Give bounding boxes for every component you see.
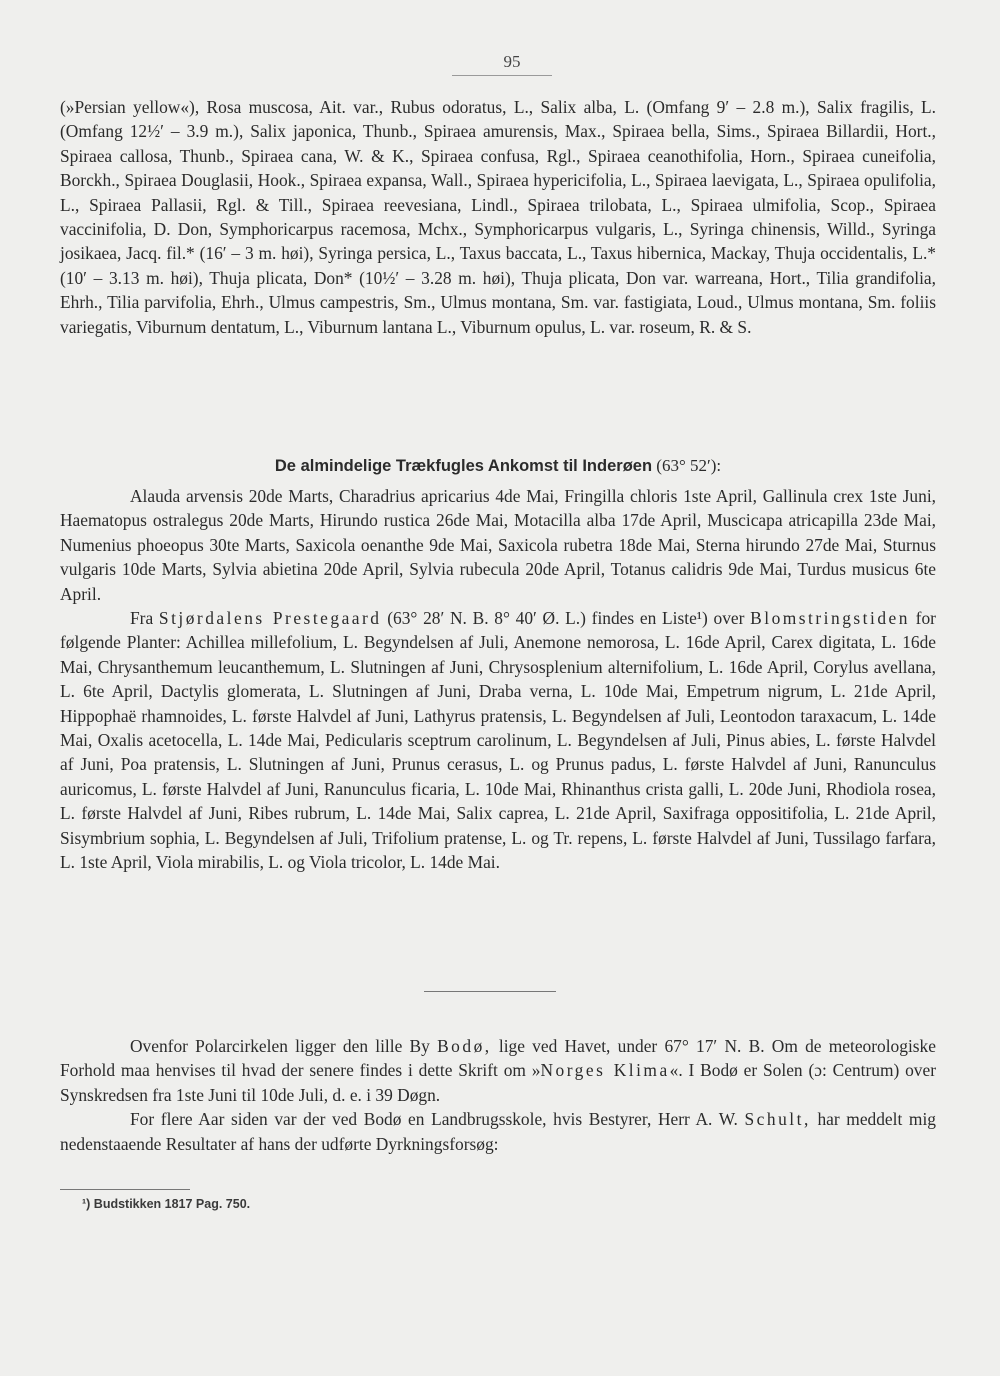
text-fragment: har meddelt mig nedenstaaende Resultater af hans der udførte Dyrkningsforsøg: xyxy=(60,1109,936,1154)
text-fragment: «. I Bodø er Solen (ɔ: Centrum) over Synskredsen fra 1ste Juni til 10de Juli, d. e. i 39 Døgn. xyxy=(60,1060,937,1105)
footnote-rule xyxy=(60,1189,190,1190)
page-number-rule xyxy=(452,75,552,76)
section-divider xyxy=(424,991,556,992)
text-fragment: Ovenfor Polarcirkelen ligger den lille By xyxy=(130,1036,430,1056)
section-body xyxy=(60,484,936,875)
text-fragment: For flere Aar siden var der ved Bodø en Landbrugsskole, hvis Bestyrer, Herr A. W. xyxy=(130,1109,738,1130)
emphasized-term: Blomstringstiden xyxy=(750,608,910,629)
plant-list-paragraph xyxy=(60,95,936,339)
heading-coordinates: (63° 52′): xyxy=(656,456,722,475)
heading-title: De almindelige Trækfugles Ankomst til Inderøen xyxy=(274,457,653,475)
bird-arrival-paragraph: Alauda arvensis 20de Marts, Charadrius apricarius 4de Mai, Fringilla chloris 1ste April, Gallinula crex 1ste Juni, Haematopus ostralegus 20de Marts, Hirundo rustica 26de Mai, Motacilla alba 17de April, Muscicapa atricapilla 23de Mai, Numenius phoeopus 30te Marts, Saxicola oenanthe 9de Mai, Saxicola rubetra 18de Mai, Sterna hirundo 27de Mai, Sturnus vulgaris 10de Marts, Sylvia abietina 20de April, Sylvia rubecula 20de April, Totanus calidris 9de Mai, Turdus musicus 6te April. xyxy=(60,486,936,604)
emphasized-term: Norges Klima xyxy=(540,1060,670,1081)
town-name: Bodø, xyxy=(437,1036,492,1056)
footnote: ¹) Budstikken 1817 Pag. 750. xyxy=(82,1197,251,1211)
school-paragraph xyxy=(60,1107,936,1156)
flowering-paragraph xyxy=(60,606,936,874)
page-number: 95 xyxy=(503,52,521,71)
paragraph-text: (»Persian yellow«), Rosa muscosa, Ait. var., Rubus odoratus, L., Salix alba, L. (Omfang 9′ – 2.8 m.), Salix fragilis, L. (Omfang 12½′ – 3.9 m.), Salix japonica, Thunb., Spiraea amurensis, Max., Spiraea bella, Sims., Spiraea Billardii, Hort., Spiraea callosa, Thunb., Spiraea cana, W. & K., Spiraea confusa, Rgl., Spiraea ceanothifolia, Horn., Spiraea cuneifolia, Borckh., Spiraea Douglasii, Hook., Spiraea expansa, Wall., Spiraea hypericifolia, L., Spiraea laevigata, L., Spiraea opulifolia, L., Spiraea Pallasii, Rgl. & Till., Spiraea reevesiana, Lindl., Spiraea trilobata, L., Spiraea ulmifolia, Scop., Spiraea vaccinifolia, D. Don, Symphoricarpus racemosa, Mchx., Symphoricarpus vulgaris, L., Syringa chinensis, Willd., Syringa josikaea, Jacq. fil.* (16′ – 3 m. høi), Syringa persica, L., Taxus baccata, L., Taxus hibernica, Mackay, Thuja occidentalis, L.* (10′ – 3.13 m. høi), Thuja plicata, Don* (10½′ – 3.28 m. høi), Thuja plicata, Don var. warreana, Hort., Tilia grandifolia, Ehrh., Tilia parvifolia, Ehrh., Ulmus campestris, Sm., Ulmus montana, Sm. var. fastigiata, Loud., Ulmus montana, Sm. foliis variegatis, Viburnum dentatum, L., Viburnum lantana L., Viburnum opulus, L. var. roseum, R. & S. xyxy=(60,97,936,337)
text-fragment: lige ved Havet, under 67° 17′ N. B. Om de meteorologiske Forhold maa henvises til hvad der senere findes i dette Skrift om » xyxy=(60,1036,936,1081)
place-name: Stjørdalens Prestegaard xyxy=(158,608,382,629)
text-fragment: Fra xyxy=(130,608,154,629)
text-fragment: (63° 28′ N. B. 8° 40′ Ø. L.) findes en Liste¹) over xyxy=(387,608,745,629)
bodo-paragraph xyxy=(60,1034,936,1107)
person-name: Schult, xyxy=(744,1109,811,1130)
section-heading xyxy=(60,454,936,478)
text-fragment: for følgende Planter: Achillea millefolium, L. Begyndelsen af Juli, Anemone nemorosa, L. 16de April, Carex digitata, L. 16de Mai, Chrysanthemum leucanthemum, L. Slutningen af Juni, Chrysosplenium alternifolium, L. 16de April, Corylus avellana, L. 6te April, Dactylis glomerata, L. Slutningen af Juni, Draba verna, L. 10de Mai, Empetrum nigrum, L. 21de April, Hippophaë rhamnoides, L. første Halvdel af Juni, Lathyrus pratensis, L. Begyndelsen af Juli, Leontodon taraxacum, L. 14de Mai, Oxalis acetocella, L. 14de Mai, Pedicularis sceptrum carolinum, L. Begyndelsen af Juli, Pinus abies, L. første Halvdel af Juni, Poa pratensis, L. Slutningen af Juni, Prunus cerasus, L. og Prunus padus, L. første Halvdel af Juni, Ranunculus auricomus, L. første Halvdel af Juni, Ranunculus ficaria, L. 10de Mai, Rhinanthus crista galli, L. 20de Juni, Rhodiola rosea, L. første Halvdel af Juni, Ribes rubrum, L. 14de Mai, Salix caprea, L. 21de April, Saxifraga oppositifolia, L. 21de April, Sisymbrium sophia, L. Begyndelsen af Juli, Trifolium pratense, L. og Tr. repens, L. første Halvdel af Juni, Tussilago farfara, L. 1ste April, Viola mirabilis, L. og Viola tricolor, L. 14de Mai. xyxy=(60,608,936,873)
bodo-section xyxy=(60,1034,936,1156)
